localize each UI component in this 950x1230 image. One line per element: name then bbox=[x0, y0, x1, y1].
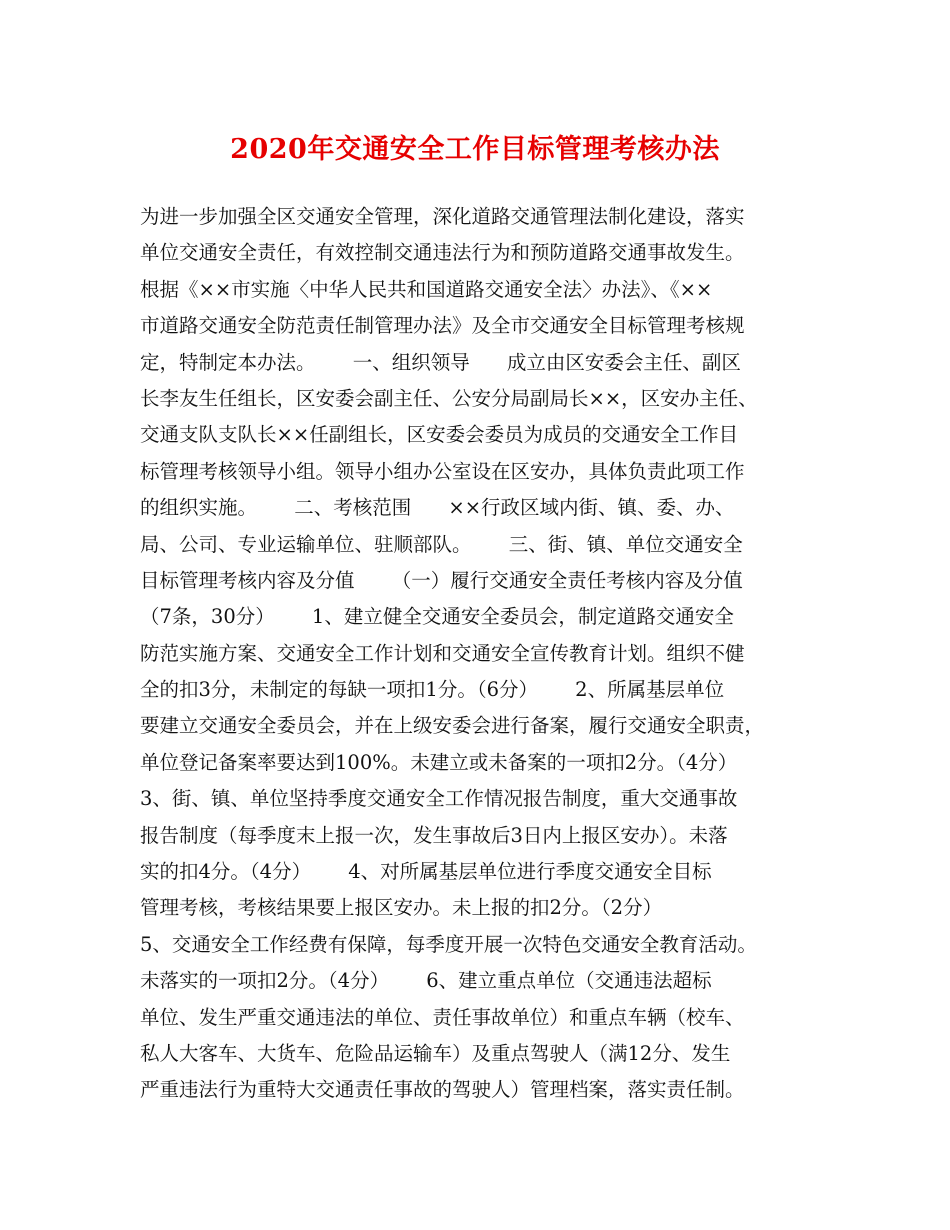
body-line: 实的扣4分。（4分） 4、对所属基层单位进行季度交通安全目标 bbox=[140, 860, 712, 884]
body-line: 5、交通安全工作经费有保障，每季度开展一次特色交通安全教育活动。 bbox=[140, 932, 757, 956]
body-line: 的组织实施。 二、考核范围 ××行政区域内街、镇、委、办、 bbox=[140, 496, 735, 520]
body-line: 标管理考核领导小组。领导小组办公室设在区安办，具体负责此项工作 bbox=[140, 459, 745, 483]
body-line: 报告制度（每季度末上报一次，发生事故后3日内上报区安办）。未落 bbox=[140, 823, 728, 847]
body-line: 定，特制定本办法。 一、组织领导 成立由区安委会主任、副区 bbox=[140, 350, 741, 374]
body-line: 局、公司、专业运输单位、驻顺部队。 三、街、镇、单位交通安全 bbox=[140, 532, 743, 556]
body-line: 私人大客车、大货车、危险品运输车）及重点驾驶人（满12分、发生 bbox=[140, 1041, 731, 1065]
body-line: 管理考核，考核结果要上报区安办。未上报的扣2分。（2分） bbox=[140, 896, 663, 920]
document-body bbox=[140, 199, 820, 1109]
body-line: 单位交通安全责任，有效控制交通违法行为和预防道路交通事故发生。 bbox=[140, 241, 745, 265]
body-line: 目标管理考核内容及分值 （一）履行交通安全责任考核内容及分值 bbox=[140, 568, 743, 592]
body-line: 严重违法行为重特大交通责任事故的驾驶人）管理档案，落实责任制。 bbox=[140, 1078, 745, 1102]
body-line: 3、街、镇、单位坚持季度交通安全工作情况报告制度，重大交通事故 bbox=[140, 787, 738, 811]
document-title: 2020年交通安全工作目标管理考核办法 bbox=[230, 134, 720, 165]
body-line: 未落实的一项扣2分。（4分） 6、建立重点单位（交通违法超标 bbox=[140, 969, 712, 993]
body-line: 长李友生任组长，区安委会副主任、公安分局副局长××，区安办主任、 bbox=[140, 386, 758, 410]
body-line: 单位、发生严重交通违法的单位、责任事故单位）和重点车辆（校车、 bbox=[140, 1005, 745, 1029]
body-line: 根据《××市实施〈中华人民共和国道路交通安全法〉办法》、《×× bbox=[140, 277, 713, 301]
body-line: 交通支队支队长××任副组长，区安委会委员为成员的交通安全工作目 bbox=[140, 423, 739, 447]
body-line: 防范实施方案、交通安全工作计划和交通安全宣传教育计划。组织不健 bbox=[140, 641, 745, 665]
body-line: 全的扣3分，未制定的每缺一项扣1分。（6分） 2、所属基层单位 bbox=[140, 678, 725, 702]
body-line: （7条，30分） 1、建立健全交通安全委员会，制定道路交通安全 bbox=[140, 605, 734, 629]
body-line: 单位登记备案率要达到100%。未建立或未备案的一项扣2分。（4分） bbox=[140, 750, 738, 774]
body-line: 市道路交通安全防范责任制管理办法》及全市交通安全目标管理考核规 bbox=[140, 314, 745, 338]
body-line: 要建立交通安全委员会，并在上级安委会进行备案，履行交通安全职责， bbox=[140, 714, 765, 738]
body-line: 为进一步加强全区交通安全管理，深化道路交通管理法制化建设，落实 bbox=[140, 205, 745, 228]
